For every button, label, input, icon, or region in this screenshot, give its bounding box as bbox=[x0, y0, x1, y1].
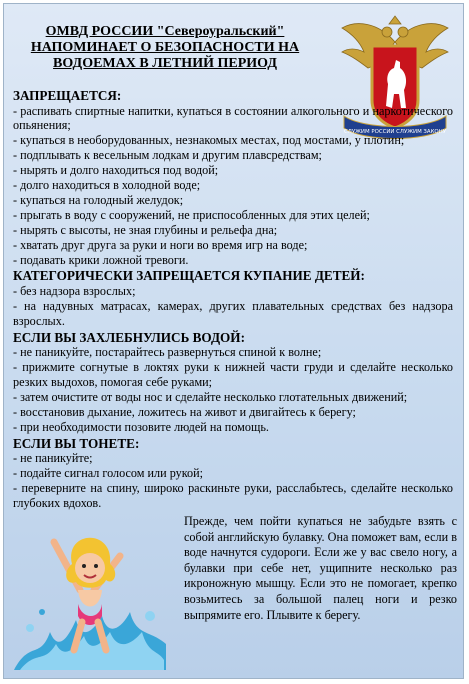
list-item: - купаться в необорудованных, незнакомых местах, под мостами, у плотин; bbox=[13, 133, 405, 148]
list-item: - не паникуйте; bbox=[13, 451, 93, 466]
swimmer-illustration-icon bbox=[10, 520, 170, 674]
list-item: - подавать крики ложной тревоги. bbox=[13, 252, 189, 267]
section-title: ЗАПРЕЩАЕТСЯ: bbox=[13, 88, 122, 103]
list-item: - без надзора взрослых; bbox=[13, 283, 136, 298]
list-item: - нырять и долго находиться под водой; bbox=[13, 163, 219, 178]
section-title: КАТЕГОРИЧЕСКИ ЗАПРЕЩАЕТСЯ КУПАНИЕ ДЕТЕЙ: bbox=[13, 268, 365, 284]
list-item: - на надувных матрасах, камерах, других плавательных средствах без надзора взрослых. bbox=[13, 298, 453, 328]
section-title: ЕСЛИ ВЫ ЗАХЛЕБНУЛИСЬ ВОДОЙ: bbox=[13, 329, 245, 345]
header-line-2: НАПОМИНАЕТ О БЕЗОПАСНОСТИ НА bbox=[30, 40, 300, 55]
list-item: - прижмите согнутые в локтях руки к нижней части груди и сделайте несколько резких выдохов, помогая себе руками; bbox=[13, 360, 453, 389]
list-item: - подплывать к весельным лодкам и другим плавсредствам; bbox=[13, 148, 322, 163]
safety-poster bbox=[3, 3, 464, 679]
header-line-1: ОМВД РОССИИ "Североуральский" bbox=[45, 24, 285, 39]
list-item: - при необходимости позовите людей на помощь. bbox=[13, 419, 269, 434]
rules-content bbox=[13, 87, 453, 511]
poster-header bbox=[4, 24, 326, 72]
emblem-ribbon-text: СЛУЖИМ РОССИИ СЛУЖИМ ЗАКОНУ bbox=[344, 129, 446, 135]
list-item: - затем очистите от воды нос и сделайте несколько глотательных движений; bbox=[13, 389, 408, 404]
list-item: - переверните на спину, широко раскиньте руки, расслабьтесь, сделайте несколько глубоких вдохов. bbox=[13, 480, 453, 510]
list-item: - распивать спиртные напитки, купаться в состоянии алкогольного и наркотического опьянения; bbox=[13, 103, 453, 133]
list-item: - хватать друг друга за руки и ноги во время игр на воде; bbox=[13, 237, 308, 252]
list-item: - прыгать в воду с сооружений, не приспособленных для этих целей; bbox=[13, 207, 370, 222]
list-item: - нырять с высоты, не зная глубины и рельефа дна; bbox=[13, 222, 278, 237]
list-item: - не паникуйте, постарайтесь развернуться спиной к волне; bbox=[13, 345, 322, 360]
list-item: - восстановив дыхание, ложитесь на живот и двигайтесь к берегу; bbox=[13, 404, 356, 419]
safety-tip-text: Прежде, чем пойти купаться не забудьте взять с собой английскую булавку. Она поможет вам, если в воде начнутся судороги. Если же у вас свело ногу, а булавки при себе нет, ущипните несколько раз икроножную мышцу. Если это не помогает, крепко возьмитесь за большой палец ноги и резко выпрямите его. Плывите к берегу. bbox=[184, 514, 457, 622]
list-item: - подайте сигнал голосом или рукой; bbox=[13, 466, 204, 481]
list-item: - долго находиться в холодной воде; bbox=[13, 178, 201, 193]
list-item: - купаться на голодный желудок; bbox=[13, 192, 184, 207]
header-line-3: ВОДОЕМАХ В ЛЕТНИЙ ПЕРИОД bbox=[53, 56, 277, 71]
section-title: ЕСЛИ ВЫ ТОНЕТЕ: bbox=[13, 435, 140, 451]
bottom-block bbox=[4, 514, 463, 674]
